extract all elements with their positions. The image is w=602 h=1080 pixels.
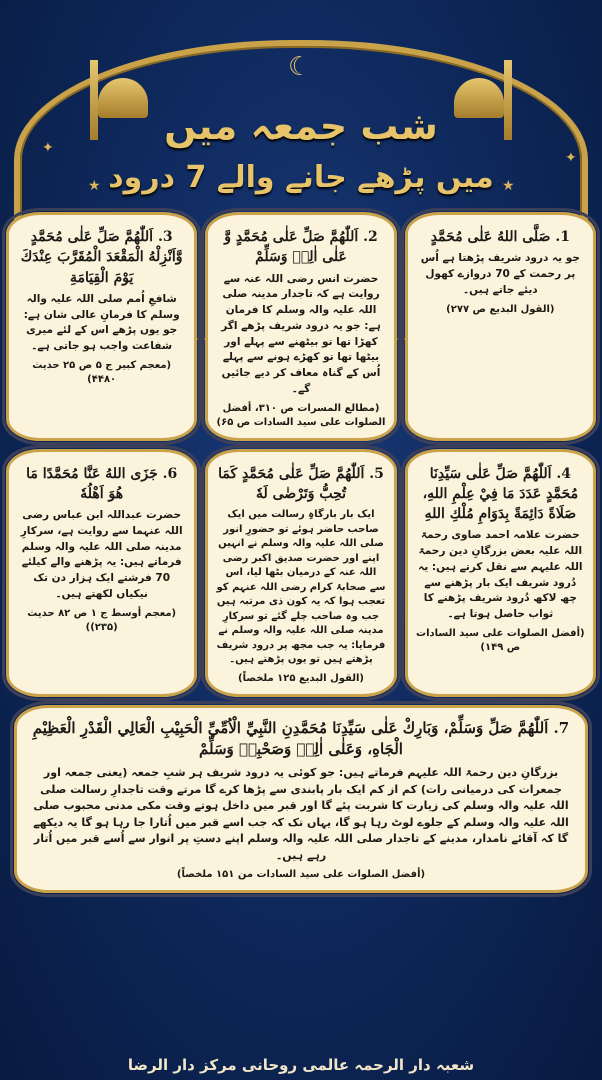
- durood-card-4: [405, 449, 596, 697]
- durood-reference: (مطالع المسرات ص ۳۱۰، أفضل الصلوات علی سید السادات ص ۶۵): [216, 402, 386, 428]
- durood-virtue: شافعِ اُمم صلی اللہ علیہ والہ وسلم کا فرمانِ عالی شان ہے: جو یوں پڑھے اس کے لئے میری شفاعت واجب ہو جاتی ہے۔: [23, 292, 180, 353]
- durood-virtue: ایک بار بارگاہِ رسالت میں ایک صاحب حاضر ہوئے تو حضورِ انور صلی اللہ علیہ والہ وسلم نے انہیں اپنے اور حضرت صدیق اکبر رضی اللہ عنہ کے درمیان بٹھا لیا، اس سے صحابۂ کرام رضی اللہ عنہم کو تعجب ہوا کہ یہ کون ذی مرتبہ ہیں جب وہ صاحب چلے گئے تو سرکارِ مدینہ صلی اللہ علیہ والہ وسلم نے فرمایا: یہ جب مجھ پر درود شریف پڑھتے ہیں تو یوں پڑھتے ہیں۔: [216, 509, 386, 666]
- footer-organization: شعبہ دار الرحمہ عالمی روحانی مرکز دار الرضا: [127, 1056, 475, 1074]
- durood-reference: (القول البدیع ص ۲۷۷): [446, 303, 555, 315]
- star-icon: ✦: [565, 150, 577, 166]
- cards-container: [6, 212, 596, 893]
- cards-row-1: [6, 212, 596, 441]
- durood-arabic: 6. جَزَى اللهُ عَنَّا مُحَمَّدًا مَا هُوَ اَهْلُهٗ: [26, 465, 178, 502]
- star-icon: ✦: [42, 140, 54, 156]
- durood-arabic: 4. اَللّٰهُمَّ صَلِّ عَلٰى سَيِّدِنَا مُحَمَّدٍ عَدَدَ مَا فِيْ عِلْمِ اللهِ، صَلَاةً دَائِمَةً بِدَوَامِ مُلْكِ اللهِ: [422, 465, 579, 523]
- durood-arabic: 7. اَللّٰهُمَّ صَلِّ وَسَلِّمْ، وَبَارِكْ عَلٰى سَيِّدِنَا مُحَمَّدِنِ النَّبِيِّ الْاُمِّيِّ الْحَبِيْبِ الْعَالِي الْقَدْرِ الْعَظِيْمِ الْجَاهِ، وَعَلٰى اٰلِهٖ وَصَحْبِهٖ وَسَلِّمْ: [32, 718, 570, 759]
- durood-reference: (معجم کبیر ج ۵ ص ۲۵ حدیث ۴۴۸۰): [32, 359, 172, 385]
- cards-row-2: [6, 449, 596, 697]
- durood-card-2: [205, 212, 396, 441]
- durood-card-6: [6, 449, 197, 697]
- durood-reference: (أفضل الصلوات علی سید السادات ص ۱۴۹): [416, 627, 585, 653]
- durood-virtue: حضرت علامہ احمد صاوی رحمۃ اللہ علیہ بعض بزرگانِ دین رحمۃ اللہ علیہم سے نقل کرتے ہیں: یہ دُرود شریف ایک بار پڑھنے سے چھ لاکھ دُرود شریف پڑھنے کا ثواب حاصل ہوتا ہے۔: [418, 529, 583, 621]
- durood-card-1: [405, 212, 596, 441]
- durood-virtue: حضرت انس رضی اللہ عنہ سے روایت ہے کہ تاجدار مدینہ صلی اللہ علیہ والہ وسلم کا فرمان ہے: جو یہ درود شریف پڑھے اگر کھڑا تھا تو بیٹھنے سے پہلے اور بیٹھا تھا تو کھڑے ہونے سے پہلے اُس کے گناہ معاف کر دیے جائیں گے۔: [221, 272, 381, 395]
- durood-reference: (معجم أوسط ج ۱ ص ۸۲ حدیث (۲۳۵)): [27, 607, 177, 633]
- page-subtitle: میں پڑھے جانے والے 7 درود: [108, 160, 494, 195]
- durood-arabic: 5. اَللّٰهُمَّ صَلِّ عَلٰى مُحَمَّدٍ كَمَا تُحِبُّ وَتَرْضٰى لَهٗ: [218, 465, 384, 502]
- star-icon: ★: [88, 178, 101, 194]
- durood-reference: (أفضل الصلوات علی سید السادات من ۱۵۱ ملخصاً): [176, 869, 426, 881]
- durood-virtue: حضرت عبداللہ ابن عباس رضی اللہ عنہما سے روایت ہے، سرکارِ مدینہ صلی اللہ علیہ والہ وسلم فرماتے ہیں: یہ پڑھنے والے کیلئے 70 فرشتے ایک ہزار دن تک نیکیاں لکھتے ہیں۔: [20, 509, 183, 600]
- durood-reference: (القول البدیع ۱۲۵ ملخصاً): [238, 672, 364, 684]
- durood-card-3: [6, 212, 197, 441]
- crescent-moon-icon: ☾: [288, 52, 312, 82]
- durood-card-7: [14, 705, 588, 894]
- star-icon: ★: [502, 178, 515, 194]
- durood-arabic: 2. اَللّٰهُمَّ صَلِّ عَلٰى مُحَمَّدٍ وَّ عَلٰى اٰلِهٖ وَسَلِّمْ: [224, 229, 378, 266]
- durood-card-5: [205, 449, 396, 697]
- durood-arabic: 1. صَلَّى اللهُ عَلٰى مُحَمَّدٍ: [430, 229, 570, 245]
- durood-virtue: بزرگانِ دین رحمۃ اللہ علیہم فرماتے ہیں: جو کوئی یہ درود شریف ہر شبِ جمعہ (یعنی جمعہ اور جمعرات کی درمیانی رات) کم از کم ایک بار پابندی سے پڑھا کرے گا مرتے وقت تاجدارِ رسالت صلی اللہ علیہ والہ وسلم کی زیارت کا شربت پئے گا اور قبر میں داخل ہوتے وقت مکی مدنی محبوب صلی اللہ علیہ والہ وسلم کے جلوے لوٹ رہا ہو گا، یہاں تک کہ جب اسے قبر میں اُتارا جا رہا ہو گا یہ دیکھے گا کہ آقائے نامدار، مدینے کے تاجدار صلی اللہ علیہ والہ وسلم اپنے دستِ پر انوار سے اُسے قبر میں اُتار رہے ہیں۔: [33, 766, 569, 862]
- durood-arabic: 3. اَللّٰهُمَّ صَلِّ عَلٰى مُحَمَّدٍ وَّاَنْزِلْهُ الْمَقْعَدَ الْمُقَرَّبَ عِنْدَكَ يَوْمَ الْقِيَامَةِ: [20, 229, 183, 286]
- page-title: شب جمعہ میں: [164, 104, 438, 148]
- durood-virtue: جو یہ درود شریف پڑھتا ہے اُس پر رحمت کے 70 دروازے کھول دیئے جاتے ہیں۔: [420, 252, 580, 296]
